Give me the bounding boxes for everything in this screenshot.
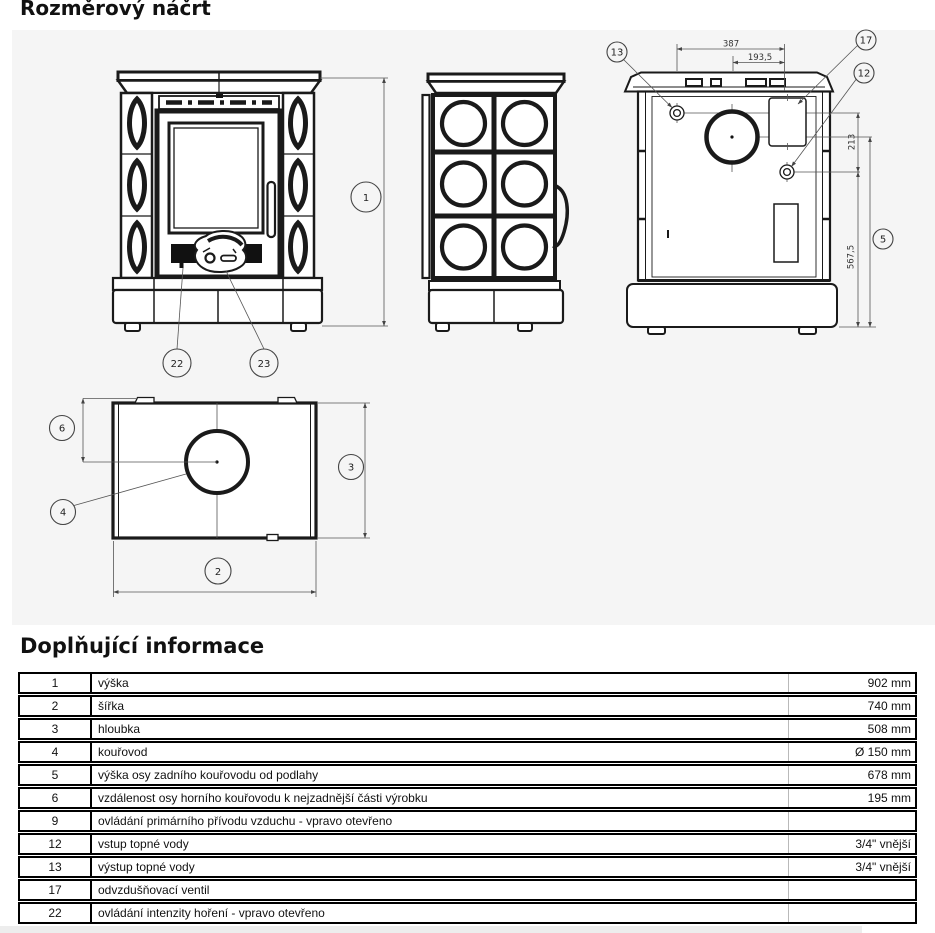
table-row xyxy=(18,902,917,924)
water-outlet-fitting xyxy=(670,106,684,120)
svg-text:1: 1 xyxy=(362,192,370,204)
front-base xyxy=(113,278,322,331)
row-label: hloubka xyxy=(98,722,141,736)
door-glass xyxy=(174,128,258,228)
table-row xyxy=(18,718,917,740)
table-row xyxy=(18,695,917,717)
page-bottom-edge xyxy=(0,926,862,933)
row-number: 22 xyxy=(20,904,92,922)
row-number: 5 xyxy=(20,766,92,784)
table-row xyxy=(18,810,917,832)
row-number: 12 xyxy=(20,835,92,853)
row-label: šířka xyxy=(98,699,125,713)
row-label: výška osy zadního kouřovodu od podlahy xyxy=(98,768,319,782)
svg-text:2: 2 xyxy=(214,566,222,578)
row-label: odvzdušňovací ventil xyxy=(98,883,210,897)
svg-text:6: 6 xyxy=(58,423,66,435)
row-number: 1 xyxy=(20,674,92,692)
row-number: 17 xyxy=(20,881,92,899)
table-row xyxy=(18,672,917,694)
svg-text:387: 387 xyxy=(722,39,740,50)
row-number: 4 xyxy=(20,743,92,761)
row-label: vstup topné vody xyxy=(98,837,189,851)
row-number: 9 xyxy=(20,812,92,830)
door-handle xyxy=(268,182,276,237)
row-value: 508 mm xyxy=(788,720,915,738)
side-base xyxy=(429,281,563,331)
row-value: 195 mm xyxy=(788,789,915,807)
table-row xyxy=(18,833,917,855)
connection-cover xyxy=(774,204,798,262)
row-value: 740 mm xyxy=(788,697,915,715)
row-value: Ø 150 mm xyxy=(788,743,915,761)
svg-text:4: 4 xyxy=(59,507,67,519)
page-title: Rozměrový náčrt xyxy=(20,0,211,20)
row-value xyxy=(788,812,915,830)
row-number: 13 xyxy=(20,858,92,876)
table-row xyxy=(18,856,917,878)
svg-text:13: 13 xyxy=(610,47,624,59)
air-control-lever xyxy=(180,247,184,268)
row-label: kouřovod xyxy=(98,745,148,759)
table-row xyxy=(18,741,917,763)
water-inlet-fitting xyxy=(780,165,794,179)
side-view xyxy=(423,74,568,331)
row-value xyxy=(788,904,915,922)
row-number: 2 xyxy=(20,697,92,715)
row-number: 3 xyxy=(20,720,92,738)
logo-emblem xyxy=(195,231,246,272)
vent-valve-box xyxy=(769,94,806,150)
row-label: ovládání primárního přívodu vzduchu - vpravo otevřeno xyxy=(98,814,393,828)
table-row xyxy=(18,764,917,786)
row-value: 902 mm xyxy=(788,674,915,692)
row-value: 3/4" vnější xyxy=(788,858,915,876)
svg-text:22: 22 xyxy=(170,358,184,370)
table-row xyxy=(18,787,917,809)
rear-base xyxy=(627,281,837,335)
row-label: ovládání intenzity hoření - vpravo otevřeno xyxy=(98,906,325,920)
table-row xyxy=(18,879,917,901)
row-label: vzdálenost osy horního kouřovodu k nejzadnější části výrobku xyxy=(98,791,428,805)
row-value: 3/4" vnější xyxy=(788,835,915,853)
door-edge xyxy=(423,95,430,278)
svg-text:5: 5 xyxy=(879,234,887,246)
svg-text:213: 213 xyxy=(847,133,858,151)
row-label: výstup topné vody xyxy=(98,860,195,874)
row-value xyxy=(788,881,915,899)
info-table xyxy=(18,672,917,924)
svg-text:23: 23 xyxy=(257,358,271,370)
row-number: 6 xyxy=(20,789,92,807)
svg-text:567,5: 567,5 xyxy=(846,244,857,270)
svg-text:17: 17 xyxy=(859,35,873,47)
row-value: 678 mm xyxy=(788,766,915,784)
svg-text:3: 3 xyxy=(347,462,355,474)
svg-text:193,5: 193,5 xyxy=(747,53,773,63)
row-label: výška xyxy=(98,676,129,690)
svg-text:12: 12 xyxy=(857,68,871,80)
section-title: Doplňující informace xyxy=(20,634,265,658)
